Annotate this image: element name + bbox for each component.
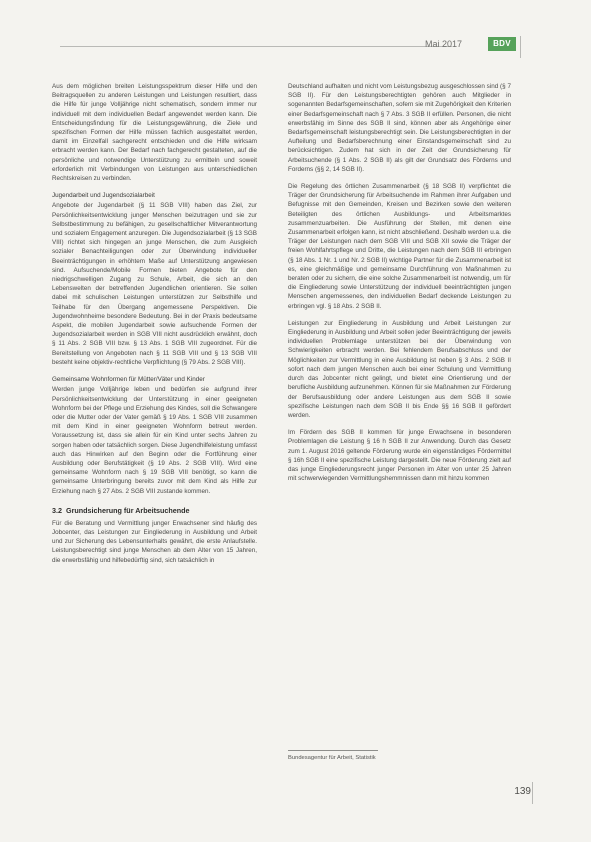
left-column <box>52 82 257 573</box>
right-column <box>288 82 511 491</box>
header-rule <box>60 46 452 47</box>
paragraph: Die Regelung des örtlichen Zusammenarbeit (§ 18 SGB II) verpflichtet die Träger der Grundsicherung für Arbeitsuchende im Rahmen ihrer Aufgaben und Befugnisse mit den Gemeinden, Kreisen und Bezirken sowie den weiteren Beteiligten des örtlichen Ausbildungs- und Arbeitsmarktes zusammenzuarbeiten. Die Ausführung der Stellen, mit denen eine Zusammenarbeit erfolgen kann, ist nicht abschließend. Deshalb werden u.a. die Träger der Leistungen nach dem SGB VIII und SGB XII sowie die Träger der freien Wohlfahrtspflege und Dritte, die Leistungen nach dem SGB III erbringen (§ 18 Abs. 1 Nr. 1 und Nr. 2 SGB II) wichtige Partner für die Zusammenarbeit ist es, eine gleichmäßige und gemeinsame Durchführung von Maßnahmen zu beraten oder zu sichern, die eine solche Zusammenarbeit ist notwendig, um für die Eingliederung sowie Unterstützung der individuell beeinträchtigten jungen Menschen angemessenes, den individuellen Bedarf deckende Leistungen zu erbringen vgl. § 18 Abs. 2 SGB II. <box>288 183 511 310</box>
section-heading <box>52 506 257 516</box>
header-rule-vertical <box>520 36 521 58</box>
paragraph: Werden junge Volljährige leben und bedürfen sie aufgrund ihrer Persönlichkeitsentwicklung der Unterstützung in einer geeigneten Wohnform bei der Pflege und Erziehung des Kindes, soll die Schwangere oder die Mutter oder der Vater gemäß § 19 Abs. 1 SGB VIII zusammen mit dem Kind in einer geeigneten Wohnform betreut werden. Voraussetzung ist, dass sie allein für ein Kind unter sechs Jahren zu sorgen haben oder tatsächlich sorgen. Diese Jugendhilfeleistung umfasst auch das Hinwirken auf den Beginn oder die Fortführung einer Ausbildung oder Berufstätigkeit (§ 19 Abs. 2 SGB VIII). Wird eine gemeinsame Wohnform nach § 19 SGB VIII benötigt, so kann die gemeinsame Unterbringung bereits zuvor mit dem Kind als Hilfe zur Erziehung nach § 27 Abs. 2 SGB VIII zustande kommen. <box>52 386 257 495</box>
publisher-badge: BDV <box>488 37 516 51</box>
paragraph: Deutschland aufhalten und nicht vom Leistungsbezug ausgeschlossen sind (§ 7 SGB II). Für den Leistungsberechtigten gehören auch Mitglieder in sogenannten Bedarfsgemeinschaften, sofern sie mit Zugehörigkeit den Kriterien einer Bedarfsgemeinschaft nach § 7 Abs. 3 SGB II erfüllen. Personen, die nicht erwerbsfähig im Sinne des SGB II sind, können aber als Angehörige einer Bedarfsgemeinschaft leistungsberechtigt sein. Die Leistungsberechtigten in der Aufteilung und Bedarfsberechnung einer Einstandsgemeinschaft sind zu berücksichtigen. Zudem hat sich in der Zeit der Grundsicherung für Arbeitsuchende (§ 1 Abs. 2 SGB II) als gilt der Grundsatz des Förderns und Forderns (§§ 2, 14 SGB II). <box>288 83 511 173</box>
footnote: Bundesagentur für Arbeit, Statistik <box>288 755 376 761</box>
footer-rule-vertical <box>532 782 533 804</box>
page-number: 139 <box>514 786 531 797</box>
paragraph: Im Fördern des SGB II kommen für junge Erwachsene in besonderen Problemlagen die Leistung § 16 h SGB II zur Anwendung. Durch das Gesetz zum 1. August 2016 geltende Förderung wurde ein eigenständiges Fördermittel § 16h SGB II eine spezifische Leistung dargestellt. Die neue Förderung zielt auf das junge Eingliederungsrecht junger Personen im Alter von unter 25 Jahren mit schwerwiegenden Vermittlungshemmnissen dann mit hinzu kommen <box>288 429 511 483</box>
subheading: Jugendarbeit und Jugendsozialarbeit <box>52 192 155 200</box>
subheading: Gemeinsame Wohnformen für Mütter/Väter und Kinder <box>52 376 205 384</box>
paragraph: Leistungen zur Eingliederung in Ausbildung und Arbeit Leistungen zur Eingliederung in Ausbildung und Arbeit sollen jeder Beeinträchtigung der jeweils individuellen Problemlage unterstützen bei der Überwindung von Schwierigkeiten erbracht werden. Bei fehlendem Berufsabschluss und der Möglichkeiten zur Vermittlung in eine Ausbildung ist neben § 3 Abs. 2 SGB II sofort nach dem jungen Menschen auch bei einer Schulung und Vermittlung durch das Jobcenter nicht gelingt, und bietet eine Orientierung und der berufliche Ausbildung aufzunehmen. Können für sie Maßnahmen zur Förderung der Berufsausbildung oder andere Leistungen aus dem SGB II sowie spezifische Leistungen nach dem SGB II bis Ende §§ 16 SGB II gefördert werden. <box>288 319 511 419</box>
paragraph: Aus dem möglichen breiten Leistungsspektrum dieser Hilfe und den Beitragsquellen zu anderen Leistungen und Leistungen resultiert, dass die Hilfe für junge Volljährige nicht schematisch, sondern immer nur individuell mit dem individuellen Bedarf angewendet werden kann. Die Entscheidungsfindung für die Leistungsgewährung, die Ziele und spezifischen Formen der Hilfe müssen fachlich ausgestaltet werden, damit im Einzelfall sachgerecht entschieden und die Hilfe wirksam erbracht werden kann. Der Bedarf nach fachgerecht gestalteten, auf die persönliche und notwendige Unterstützung zu ermitteln und soweit erforderlich mit Verbindungen von Leistungen aus unterschiedlichen Rechtskreisen zu verbinden. <box>52 83 257 183</box>
footnote-rule <box>288 750 378 751</box>
paragraph: Für die Beratung und Vermittlung junger Erwachsener sind häufig des Jobcenter, das Leistungen zur Eingliederung in Ausbildung und Arbeit und zur Sicherung des Lebensunterhalts gewährt, die erste Anlaufstelle. Leistungsberechtigt sind junge Menschen ab dem Alter von 15 Jahren, die erwerbsfähig und hilfebedürftig sind, sich tatsächlich in <box>52 519 257 564</box>
page-header <box>0 36 591 56</box>
section-title: Grundsicherung für Arbeitsuchende <box>66 505 190 515</box>
section-number: 3.2 <box>52 505 62 515</box>
header-date: Mai 2017 <box>425 39 463 49</box>
paragraph: Angebote der Jugendarbeit (§ 11 SGB VIII) haben das Ziel, zur Persönlichkeitsentwicklung junger Menschen beizutragen und sie zur Selbstbestimmung zu befähigen, zu gesellschaftlicher Mitverantwortung und sozialem Engagement anzuregen. Die Jugendsozialarbeit (§ 13 SGB VIII) richtet sich hingegen an junge Menschen, die zum Ausgleich sozialer Benachteiligungen oder zur Überwindung individueller Beeinträchtigungen in erhöhtem Maße auf Unterstützung angewiesen sind. Aufsuchende/Mobile Formen bieten Angebote für den niedrigschwelligen Zugang zu Schule, Arbeit, die sich an den Lebenswelten der betreffenden Jugendlichen orientieren. Sie sollen dabei mit schulischen Leistungen unterstützen zur Selbsthilfe und Teilhabe für den Übergang angemessene Perspektiven. Die Jugendwohnheime besondere Bedeutung. Bei in der Praxis bedeutsame Aspekt, die mobilen Jugendarbeit sowie aufsuchende Formen der Jugendsozialarbeit werden in SGB VIII nicht ausdrücklich erwähnt, doch § 11 Abs. 2 SGB VIII bzw. § 13 Abs. 1 SGB VIII zugeordnet. Für die Bereitstellung von Angeboten nach § 11 SGB VIII und § 13 SGB VIII besteht keine objektiv-rechtliche Verpflichtung (§ 79 Abs. 2 SGB VIII). <box>52 202 257 366</box>
